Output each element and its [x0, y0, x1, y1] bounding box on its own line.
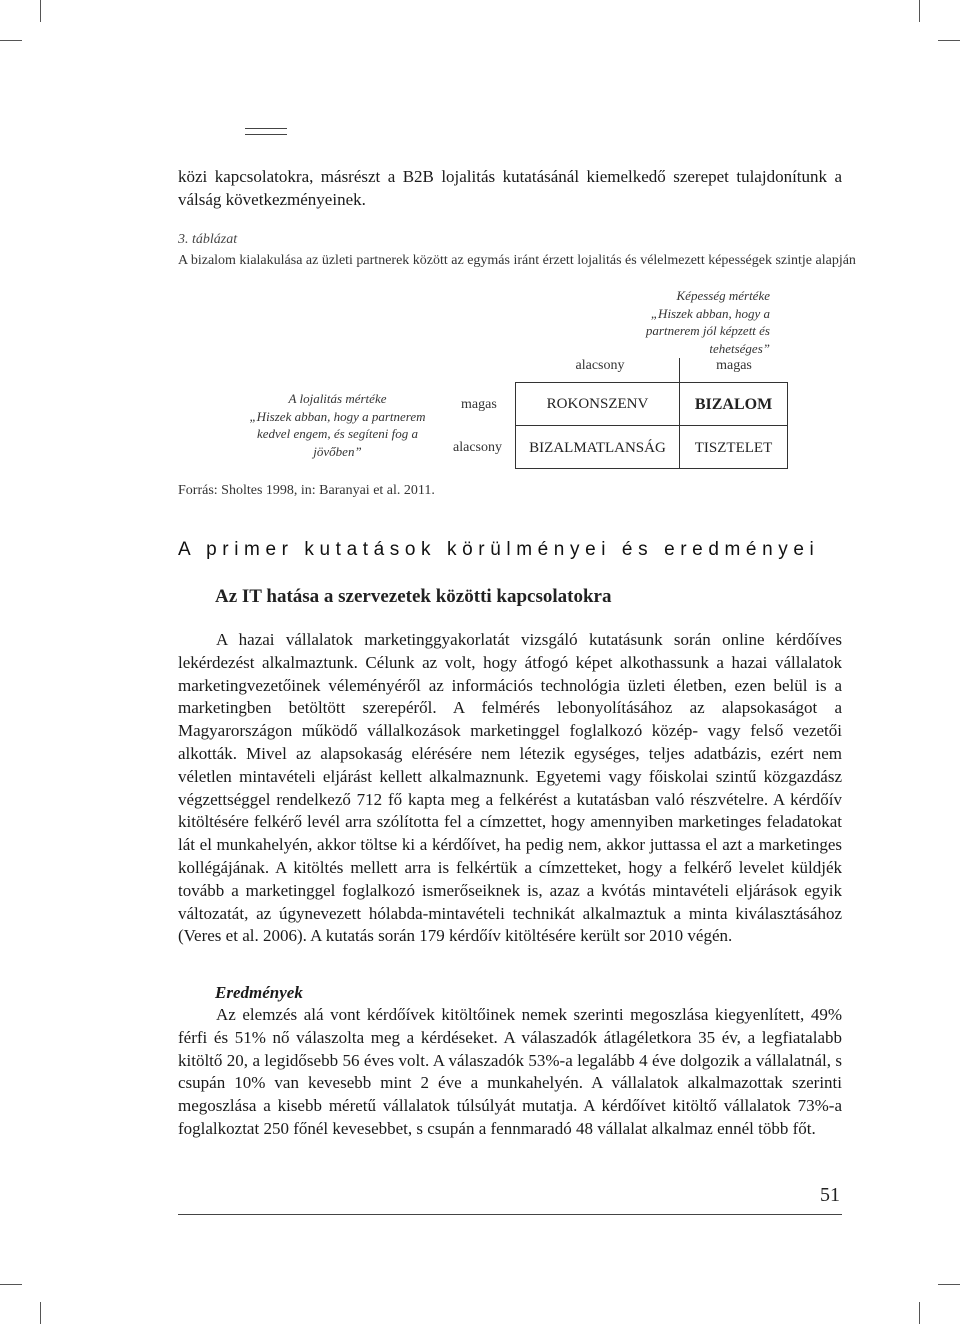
table-line-bottom	[515, 468, 788, 469]
row-axis-title-main: A lojalitás mértéke	[288, 391, 387, 406]
table-line-right	[787, 382, 788, 469]
cell-low-high: TISZTELET	[694, 440, 773, 456]
column-head-low: alacsony	[575, 358, 625, 373]
row-head-high: magas	[461, 397, 497, 412]
table-line-top	[515, 382, 788, 383]
crop-mark-bottom-left-v	[40, 1302, 41, 1324]
column-axis-title-main: Képesség mértéke	[676, 288, 770, 303]
cell-high-low: ROKONSZENV	[546, 396, 649, 412]
subsection-title: Az IT hatása a szervezetek közötti kapcsolatokra	[215, 586, 612, 607]
column-axis-subtitle: „Hiszek abban, hogy a partnerem jól képzett és tehetséges”	[645, 305, 770, 356]
crop-mark-bottom-right-v	[919, 1302, 920, 1324]
header-rule	[245, 128, 287, 135]
page-number: 51	[820, 1184, 840, 1206]
table-line-middle	[515, 425, 788, 426]
crop-mark-bottom-right-h	[938, 1284, 960, 1285]
crop-mark-top-right-v	[919, 0, 920, 22]
body-paragraph-1: A hazai vállalatok marketinggyakorlatát vizsgáló kutatásunk során online kérdőíves lekérdezést alkalmaztunk. Célunk az volt, hogy átfogó képet alkothassunk a hazai vállalatok marketingvezetőinek véleményéről az információs technológia üzleti életben, ezen belül is a marketingben betöltött szerepéről. A felmérés lebonyolításához az alapsokaságot a Magyarországon működő vállalkozások marketinggel foglalkozó közép- vagy felső vezetői alkották. Mivel az alapsokaság elérésére nem létezik egységes, teljes adatbázis, ezért nem véletlen mintavételi eljárást kellett alkalmaznunk. Egyetemi vagy főiskolai szintű közgazdász végzettséggel rendelkező 712 fő kapta meg a felkérést a kutatásban való részvételre. A kérdőív kitöltésére felkérő levél arra szólította fel a címzettet, hogy amennyiben marketinges feladatokat lát el munkahelyén, akkor töltse ki a kérdőívet, ha pedig nem, akkor juttassa el azt a marketinges kollégájának. A kitöltés mellett arra is felkértük a címzetteket, hogy a felkérő levelet küldjék tovább a marketinggel foglalkozó ismerőseiknek is, azaz a kvótás mintavételi eljárások egyik változatát, az úgynevezett hólabda-mintavételi technikát alkalmaztuk a minta kiválasztásához (Veres et al. 2006). A kutatás során 179 kérdőív kitöltésére került sor 2010 végén.	[178, 630, 842, 946]
column-head-high: magas	[716, 358, 752, 373]
section-title: A primer kutatások körülményei és eredményei	[178, 539, 820, 560]
table-caption: A bizalom kialakulása az üzleti partnerek között az egymás iránt érzett lojalitás és vélelmezett képességek szintje alapján	[178, 253, 856, 268]
row-axis-title	[245, 390, 430, 460]
intro-paragraph: közi kapcsolatokra, másrészt a B2B lojalitás kutatásánál kiemelkedő szerepet tulajdonítunk a válság következményeinek.	[178, 167, 842, 209]
crop-mark-top-left-h	[0, 40, 22, 41]
row-axis-subtitle: „Hiszek abban, hogy a partnerem kedvel engem, és segíteni fog a jövőben”	[249, 408, 426, 459]
results-heading: Eredmények	[215, 983, 303, 1002]
table-source: Forrás: Sholtes 1998, in: Baranyai et al. 2011.	[178, 483, 435, 498]
crop-mark-bottom-left-h	[0, 1284, 22, 1285]
table-label: 3. táblázat	[178, 232, 238, 247]
crop-mark-top-left-v	[40, 0, 41, 22]
cell-high-high: BIZALOM	[694, 396, 773, 413]
column-axis-title	[520, 287, 770, 357]
cell-low-low: BIZALMATLANSÁG	[529, 440, 666, 456]
page-number-rule	[178, 1214, 842, 1215]
row-head-low: alacsony	[453, 440, 502, 455]
crop-mark-top-right-h	[938, 40, 960, 41]
body-paragraph-2: Az elemzés alá vont kérdőívek kitöltőinek nemek szerinti megoszlása kiegyenlített, 49% férfi és 51% nő válaszolta meg a kérdéseket. A válaszadók átlagéletkora 35 év, a legfiatalabb kitöltő 20, a legidősebb 56 éves volt. A válaszadók 53%-a legalább 4 éve dolgozik a vállalatnál, s csupán 10% van kevesebb mint 2 éve a munkahelyén. A vállalatok alkalmazottak szerinti megoszlása a kisebb méretű vállalatok túlsúlyát mutatja. A kérdőívet kitöltő vállalatok 73%-a foglalkoztat 250 főnél kevesebbet, s csupán a fennmaradó 48 vállalat alkalmaz ennél több főt.	[178, 1005, 842, 1138]
